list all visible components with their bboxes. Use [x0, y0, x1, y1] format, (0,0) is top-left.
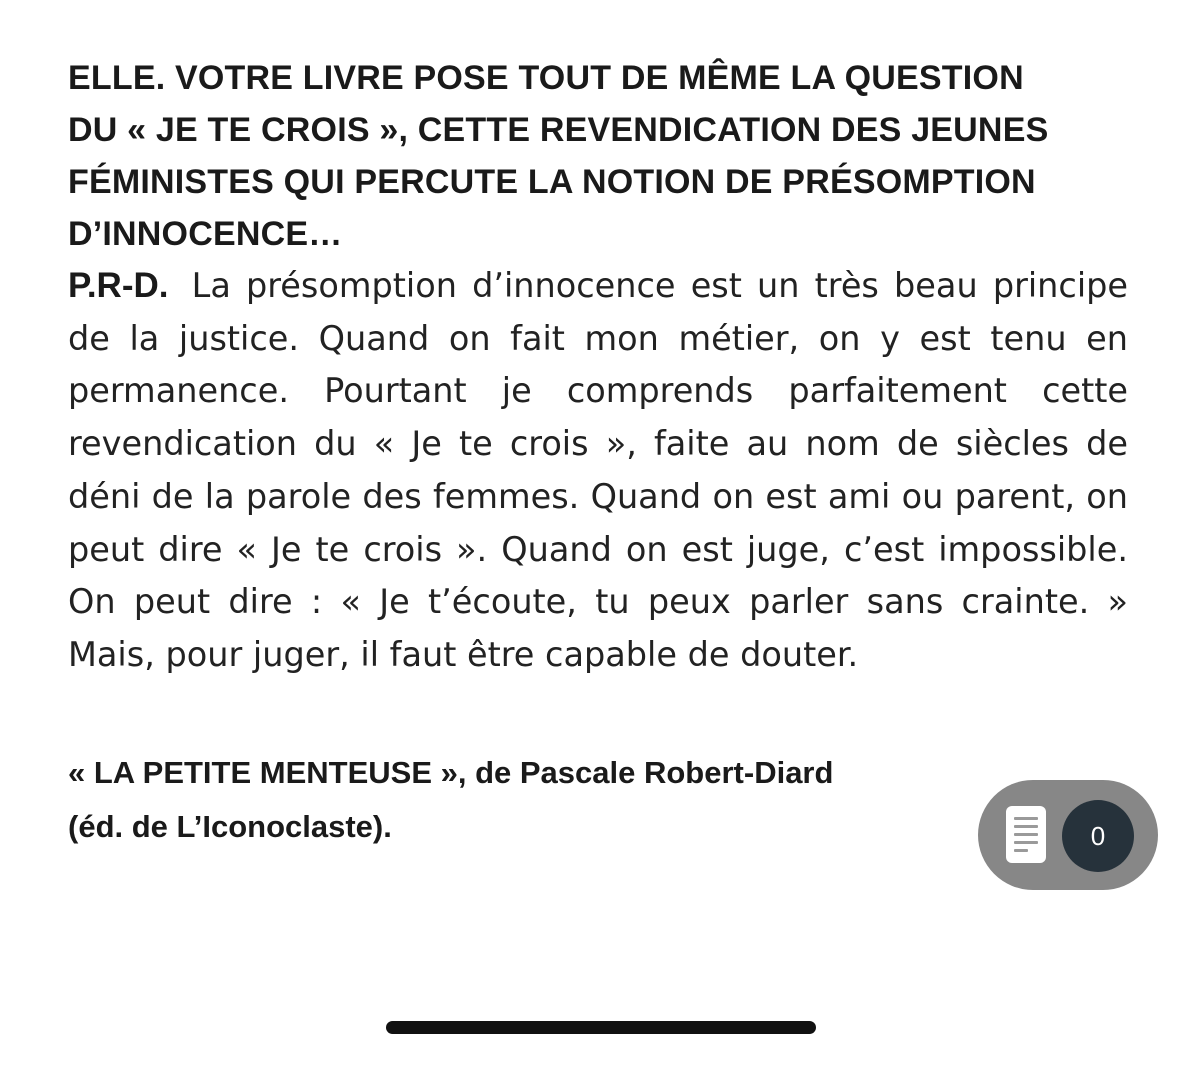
answer-text: La présomption d’innocence est un très beau principe de la justice. Quand on fait mon métier, on y est tenu en permanence. Pourtant je comprends parfaitement cette revendication du « Je te crois », faite au nom de siècles de déni de la parole des femmes. Quand on est ami ou parent, on peut dire « Je te crois ». Quand on est juge, c’est impossible. On peut dire : « Je t’écoute, tu peux parler sans crainte. » Mais, pour juger, il faut être capable de douter.: [68, 266, 1128, 674]
interview-answer: [68, 260, 1128, 682]
notes-button[interactable]: [978, 780, 1158, 890]
book-credit: [68, 746, 1128, 854]
notes-count-badge: 0: [1062, 800, 1134, 872]
interview-question: ELLE. VOTRE LIVRE POSE TOUT DE MÊME LA QUESTION DU « JE TE CROIS », CETTE REVENDICATION DES JEUNES FÉMINISTES QUI PERCUTE LA NOTION DE PRÉSOMPTION D’INNOCENCE…: [68, 59, 1049, 253]
book-credit-publisher: (éd. de L’Iconoclaste).: [68, 808, 392, 844]
answer-speaker: P.R-D.: [68, 266, 169, 305]
book-credit-title: « LA PETITE MENTEUSE », de Pascale Robert-Diard: [68, 754, 834, 790]
document-icon: [1006, 806, 1046, 863]
article-body: [68, 52, 1128, 854]
home-indicator[interactable]: [386, 1021, 816, 1034]
